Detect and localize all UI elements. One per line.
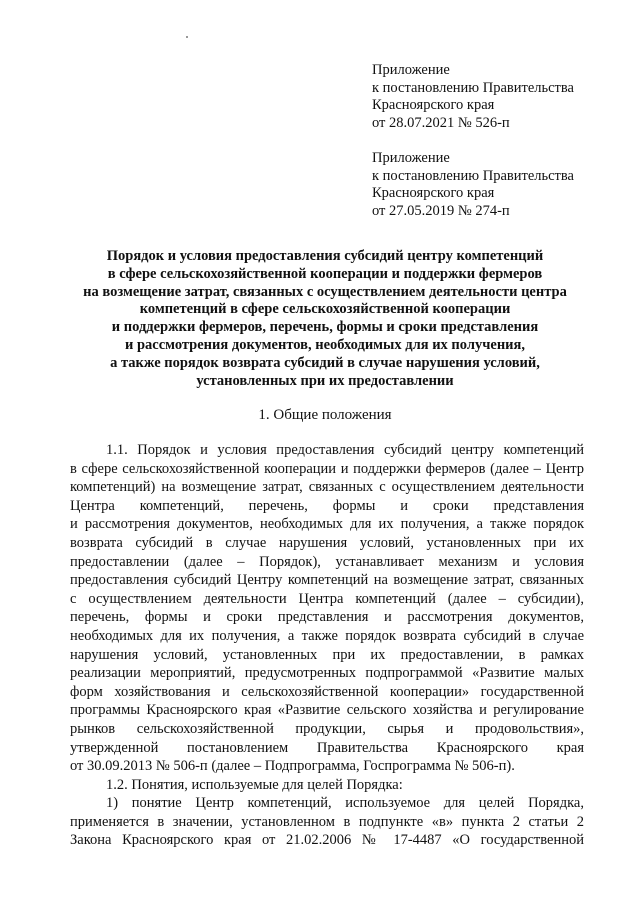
appendix-line: к постановлению Правительства bbox=[372, 167, 574, 184]
title-line: и рассмотрения документов, необходимых для их получения, bbox=[124, 336, 526, 353]
appendix-line: от 28.07.2021 № 526-п bbox=[372, 114, 510, 131]
appendix-block-2019 bbox=[372, 150, 632, 220]
appendix-line: к постановлению Правительства bbox=[372, 79, 574, 96]
body-line: 1.1. Порядок и условия предоставления субсидий центру компетенций bbox=[106, 442, 584, 458]
body-line: программы Красноярского края «Развитие сельского хозяйства и регулирование bbox=[70, 702, 584, 719]
body-line: от 30.09.2013 № 506-п (далее – Подпрограмма, Госпрограмма № 506-п). bbox=[70, 758, 515, 775]
body-line: предоставления субсидий Центру компетенций на возмещение затрат, связанных bbox=[70, 572, 584, 589]
body-line: с осуществлением деятельности Центра компетенций (далее – субсидии), bbox=[70, 590, 584, 607]
body-line: перечень, формы и сроки представления и рассмотрения документов, bbox=[70, 609, 584, 626]
body-line: в сфере сельскохозяйственной кооперации и поддержки фермеров (далее – Центр bbox=[70, 460, 584, 477]
title-line: компетенций в сфере сельскохозяйственной кооперации bbox=[139, 301, 511, 318]
body-line: Закона Красноярского края от 21.02.2006 № 17-4487 «О государственной bbox=[70, 832, 584, 849]
body-line: Центра компетенций, перечень, формы и сроки представления bbox=[70, 497, 584, 514]
body-line: предоставлении (далее – Порядок), устанавливает механизм и условия bbox=[70, 553, 584, 570]
title-line: а также порядок возврата субсидий в случае нарушения условий, bbox=[110, 354, 540, 371]
title-line: Порядок и условия предоставления субсидий центру компетенций bbox=[106, 248, 544, 264]
body-line: утвержденной постановлением Правительства Красноярского края bbox=[70, 739, 584, 756]
title-line: и поддержки фермеров, перечень, формы и сроки представления bbox=[111, 319, 539, 336]
body-line: возврата субсидий в случае нарушения условий, установленных при их bbox=[70, 534, 584, 551]
title-line: в сфере сельскохозяйственной кооперации и поддержки фермеров bbox=[107, 265, 543, 282]
body-line: и рассмотрения документов, необходимых для их получения, а также порядок bbox=[70, 516, 584, 533]
body-line: форм хозяйствования и сельскохозяйственной кооперации» государственной bbox=[70, 683, 584, 700]
body-line: реализации мероприятий, предусмотренных подпрограммой «Развитие малых bbox=[70, 665, 584, 682]
appendix-block-2021 bbox=[372, 62, 632, 132]
body-text bbox=[70, 441, 584, 850]
body-line: компетенций) на возмещение затрат, связанных с осуществлением деятельности bbox=[70, 479, 584, 496]
document-title bbox=[40, 248, 610, 390]
appendix-line: Красноярского края bbox=[372, 97, 495, 113]
body-line: 1.2. Понятия, используемые для целей Порядка: bbox=[106, 776, 403, 793]
scan-speck bbox=[186, 36, 188, 38]
body-line: необходимых для их получения, а также порядок возврата субсидий в случае bbox=[70, 627, 584, 644]
section-heading: 1. Общие положения bbox=[258, 407, 392, 423]
body-line: рынков сельскохозяйственной продукции, сырья и продовольствия», bbox=[70, 720, 584, 737]
appendix-line: Красноярского края bbox=[372, 185, 495, 201]
appendix-line: от 27.05.2019 № 274-п bbox=[372, 202, 510, 219]
appendix-line: Приложение bbox=[372, 62, 450, 78]
body-line: нарушения условий, установленных при их предоставлении, в рамках bbox=[70, 646, 584, 663]
title-line: на возмещение затрат, связанных с осуществлением деятельности центра bbox=[83, 283, 567, 300]
body-line: 1) понятие Центр компетенций, используемое для целей Порядка, bbox=[106, 795, 584, 812]
appendix-line: Приложение bbox=[372, 150, 450, 166]
body-line: применяется в значении, установленном в подпункте «в» пункта 2 статьи 2 bbox=[70, 813, 584, 830]
title-line: установленных при их предоставлении bbox=[196, 372, 454, 389]
